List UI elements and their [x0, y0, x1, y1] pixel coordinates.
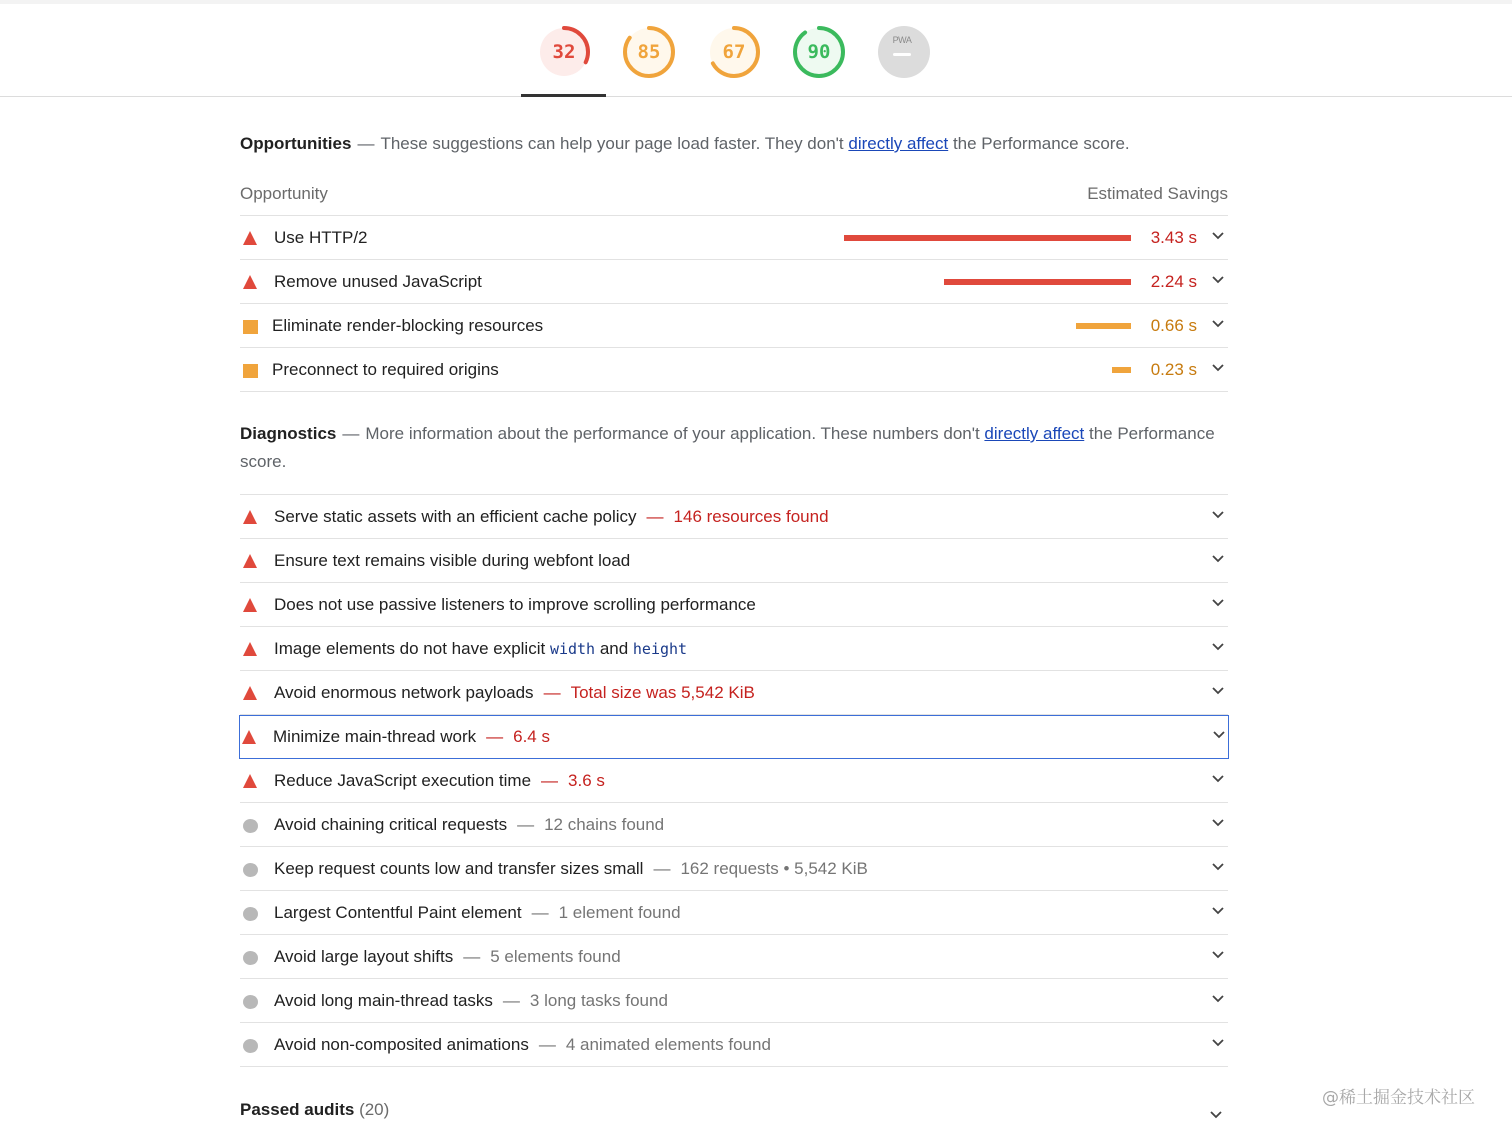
opportunity-title: Use HTTP/2 — [274, 228, 368, 247]
passed-audits-label: Passed audits (20) — [240, 1100, 390, 1119]
chevron-down-icon — [1212, 320, 1222, 330]
chevron-down-icon — [1212, 555, 1222, 565]
fail-triangle-icon — [243, 231, 258, 245]
diagnostic-row[interactable] — [240, 803, 1228, 847]
diagnostic-label: Minimize main-thread work — 6.4 s — [273, 727, 550, 746]
fail-triangle-icon — [242, 730, 257, 744]
watermark: @稀土掘金技术社区 — [1322, 1088, 1475, 1108]
chevron-down-icon — [1212, 643, 1222, 653]
diagnostic-title: Keep request counts low and transfer sizes small — [274, 859, 644, 878]
savings-bar — [1112, 367, 1131, 373]
pwa-badge-icon — [876, 24, 932, 80]
diagnostic-row[interactable] — [240, 847, 1228, 891]
diagnostic-title: Ensure text remains visible during webfont load — [274, 551, 631, 570]
diagnostics-description: More information about the performance of your application. These numbers don't — [365, 424, 985, 443]
diagnostic-row[interactable] — [239, 715, 1229, 759]
diagnostic-label: Serve static assets with an efficient cache policy — 146 resources found — [274, 507, 829, 526]
info-circle-icon — [243, 995, 258, 1009]
chevron-down-icon — [1212, 775, 1222, 785]
diagnostic-title-mid: and — [595, 639, 633, 658]
diagnostic-label — [274, 539, 630, 583]
fail-triangle-icon — [243, 598, 258, 612]
savings-bar — [1076, 323, 1131, 329]
diagnostic-row[interactable] — [240, 583, 1228, 627]
diagnostic-label — [274, 627, 687, 671]
opportunities-title: Opportunities — [240, 134, 352, 153]
chevron-down-icon — [1212, 1039, 1222, 1049]
code-width: width — [549, 640, 596, 658]
diagnostic-label: Avoid large layout shifts — 5 elements found — [274, 947, 621, 966]
estimated-savings: 2.24 s — [1150, 272, 1197, 291]
opportunities-column-header — [240, 182, 1228, 216]
gauge-score: 32 — [552, 41, 576, 63]
diagnostic-display-value: 146 resources found — [673, 507, 829, 526]
fail-triangle-icon — [243, 554, 258, 568]
diagnostic-display-value: 162 requests • 5,542 KiB — [680, 859, 868, 878]
diagnostic-display-value: 5 elements found — [490, 947, 621, 966]
gauge-accessibility[interactable] — [606, 24, 691, 82]
chevron-down-icon — [1212, 995, 1222, 1005]
diagnostic-title: Largest Contentful Paint element — [274, 903, 522, 922]
opportunities-directly-affect-link[interactable]: directly affect — [848, 134, 949, 153]
diagnostics-description-end: the Performance score. — [240, 424, 1215, 471]
diagnostic-title: Reduce JavaScript execution time — [274, 771, 532, 790]
fail-triangle-icon — [243, 686, 258, 700]
chevron-down-icon — [1212, 276, 1222, 286]
diagnostic-row[interactable] — [240, 759, 1228, 803]
diagnostic-display-value: 1 element found — [558, 903, 681, 922]
diagnostic-display-value: Total size was 5,542 KiB — [570, 683, 755, 702]
diagnostic-title: Serve static assets with an efficient cache policy — [274, 507, 637, 526]
gauge-performance[interactable] — [521, 24, 606, 82]
diagnostic-row[interactable] — [240, 671, 1228, 715]
gauge-score: 85 — [637, 41, 661, 63]
opportunity-title: Eliminate render-blocking resources — [272, 316, 544, 335]
opportunity-title: Remove unused JavaScript — [274, 272, 482, 291]
diagnostic-title: Avoid non-composited animations — [274, 1035, 529, 1054]
diagnostic-label — [274, 583, 756, 627]
column-estimated-savings: Estimated Savings — [1087, 184, 1228, 203]
info-circle-icon — [243, 819, 258, 833]
diagnostic-label: Avoid non-composited animations — 4 animated elements found — [274, 1035, 771, 1054]
estimated-savings: 0.66 s — [1150, 316, 1197, 335]
diagnostic-title: Avoid chaining critical requests — [274, 815, 508, 834]
diagnostic-row[interactable] — [240, 891, 1228, 935]
estimated-savings: 3.43 s — [1150, 228, 1197, 247]
chevron-down-icon — [1212, 863, 1222, 873]
diagnostic-row[interactable] — [240, 539, 1228, 583]
diagnostic-row[interactable] — [240, 979, 1228, 1023]
diagnostic-display-value: 12 chains found — [544, 815, 665, 834]
chevron-down-icon — [1212, 951, 1222, 961]
opportunity-row[interactable] — [240, 304, 1228, 348]
diagnostic-display-value: 6.4 s — [513, 727, 550, 746]
diagnostic-label: Avoid enormous network payloads — Total size was 5,542 KiB — [274, 683, 755, 702]
pwa-dash — [893, 53, 911, 56]
gauge-pwa[interactable] — [861, 24, 946, 82]
diagnostic-title: Avoid enormous network payloads — [274, 683, 534, 702]
diagnostic-title: Avoid long main-thread tasks — [274, 991, 493, 1010]
gauge-score: 90 — [807, 41, 831, 63]
diagnostic-row[interactable] — [240, 935, 1228, 979]
average-square-icon — [243, 364, 258, 378]
opportunity-row[interactable] — [240, 260, 1228, 304]
active-gauge-underline — [521, 94, 606, 97]
chevron-down-icon — [1212, 511, 1222, 521]
score-gauges — [521, 24, 946, 82]
diagnostic-title: Minimize main-thread work — [273, 727, 477, 746]
opportunity-row[interactable] — [240, 216, 1228, 260]
savings-bar — [844, 235, 1131, 241]
diagnostic-row[interactable] — [240, 495, 1228, 539]
diagnostic-row[interactable] — [240, 1023, 1228, 1067]
diagnostics-directly-affect-link[interactable]: directly affect — [984, 424, 1085, 443]
diagnostic-title: Does not use passive listeners to improve scrolling performance — [274, 595, 756, 614]
fail-triangle-icon — [243, 510, 258, 524]
chevron-down-icon — [1212, 232, 1222, 242]
chevron-down-icon — [1212, 819, 1222, 829]
diagnostic-display-value: 3.6 s — [568, 771, 605, 790]
diagnostic-label: Largest Contentful Paint element — 1 element found — [274, 903, 681, 922]
gauge-best-practices[interactable] — [691, 24, 776, 82]
fail-triangle-icon — [243, 275, 258, 289]
diagnostic-label: Avoid long main-thread tasks — 3 long tasks found — [274, 991, 668, 1010]
fail-triangle-icon — [243, 774, 258, 788]
average-square-icon — [243, 320, 258, 334]
info-circle-icon — [243, 1039, 258, 1053]
diagnostics-header: Diagnostics — More information about the performance of your application. These numbers don't directly affect the Performance score. — [240, 424, 1215, 471]
info-circle-icon — [243, 951, 258, 965]
passed-audits-toggle[interactable] — [240, 1094, 1228, 1128]
pwa-label: PWA — [892, 35, 912, 45]
fail-triangle-icon — [243, 642, 258, 656]
opportunities-description: These suggestions can help your page load faster. They don't — [380, 134, 849, 153]
opportunities-header: Opportunities — These suggestions can help your page load faster. They don't directly affect the Performance score. — [240, 134, 1130, 153]
chevron-down-icon — [1210, 1106, 1222, 1124]
diagnostic-display-value: 3 long tasks found — [529, 991, 668, 1010]
gauge-score: 67 — [722, 41, 746, 63]
diagnostics-title: Diagnostics — [240, 424, 337, 443]
info-circle-icon — [243, 907, 258, 921]
opportunities-description-end: the Performance score. — [948, 134, 1130, 153]
diagnostic-title: Avoid large layout shifts — [274, 947, 454, 966]
code-height: height — [632, 640, 688, 658]
chevron-down-icon — [1212, 687, 1222, 697]
diagnostic-label: Avoid chaining critical requests — 12 chains found — [274, 815, 665, 834]
chevron-down-icon — [1212, 599, 1222, 609]
diagnostic-title: Image elements do not have explicit — [274, 639, 550, 658]
estimated-savings: 0.23 s — [1150, 360, 1197, 379]
opportunity-title: Preconnect to required origins — [272, 360, 499, 379]
diagnostic-row[interactable] — [240, 627, 1228, 671]
diagnostic-display-value: 4 animated elements found — [565, 1035, 771, 1054]
score-header — [0, 0, 1512, 97]
savings-bar — [944, 279, 1131, 285]
diagnostic-label: Keep request counts low and transfer sizes small — 162 requests • 5,542 KiB — [274, 859, 868, 878]
chevron-down-icon — [1212, 907, 1222, 917]
column-opportunity: Opportunity — [240, 184, 328, 203]
diagnostic-label: Reduce JavaScript execution time — 3.6 s — [274, 771, 605, 790]
gauge-seo[interactable] — [776, 24, 861, 82]
chevron-down-icon — [1213, 731, 1223, 741]
chevron-down-icon — [1212, 364, 1222, 374]
opportunity-row[interactable] — [240, 348, 1228, 392]
info-circle-icon — [243, 863, 258, 877]
